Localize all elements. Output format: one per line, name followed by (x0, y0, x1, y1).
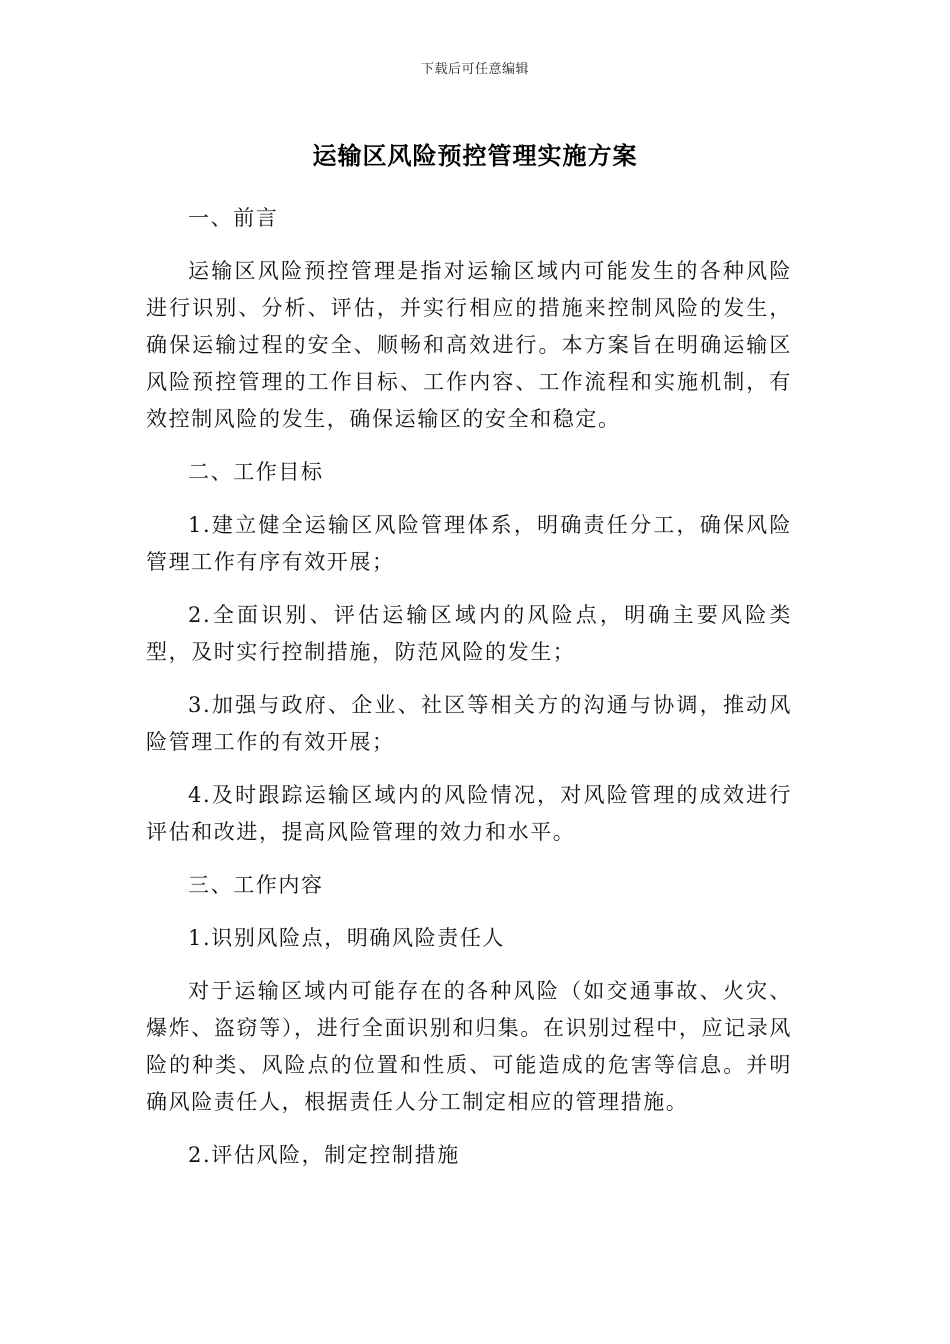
goal-item-3: 3.加强与政府、企业、社区等相关方的沟通与协调，推动风险管理工作的有效开展； (146, 693, 792, 754)
document-body (146, 200, 792, 1190)
section-heading-goals: 二、工作目标 (188, 460, 324, 484)
section-heading-content: 三、工作内容 (188, 873, 324, 897)
goal-item-1: 1.建立健全运输区风险管理体系，明确责任分工，确保风险管理工作有序有效开展； (146, 513, 792, 574)
subheading-identify-risk: 1.识别风险点，明确风险责任人 (188, 926, 506, 950)
paragraph-identify-risk: 对于运输区域内可能存在的各种风险（如交通事故、火灾、爆炸、盗窃等），进行全面识别和归集。在识别过程中，应记录风险的种类、风险点的位置和性质、可能造成的危害等信息。并明确风险责任人，根据责任人分工制定相应的管理措施。 (146, 979, 792, 1114)
subheading-assess-risk: 2.评估风险，制定控制措施 (188, 1143, 460, 1167)
section-heading-preface: 一、前言 (188, 206, 279, 230)
goal-item-2: 2.全面识别、评估运输区域内的风险点，明确主要风险类型，及时实行控制措施，防范风险的发生； (146, 603, 792, 664)
goal-item-4: 4.及时跟踪运输区域内的风险情况，对风险管理的成效进行评估和改进，提高风险管理的效力和水平。 (146, 783, 792, 844)
document-title: 运输区风险预控管理实施方案 (312, 142, 638, 170)
header-note: 下载后可任意编辑 (420, 62, 529, 77)
paragraph-preface: 运输区风险预控管理是指对运输区域内可能发生的各种风险进行识别、分析、评估，并实行相应的措施来控制风险的发生，确保运输过程的安全、顺畅和高效进行。本方案旨在明确运输区风险预控管理的工作目标、工作内容、工作流程和实施机制，有效控制风险的发生，确保运输区的安全和稳定。 (146, 259, 792, 431)
